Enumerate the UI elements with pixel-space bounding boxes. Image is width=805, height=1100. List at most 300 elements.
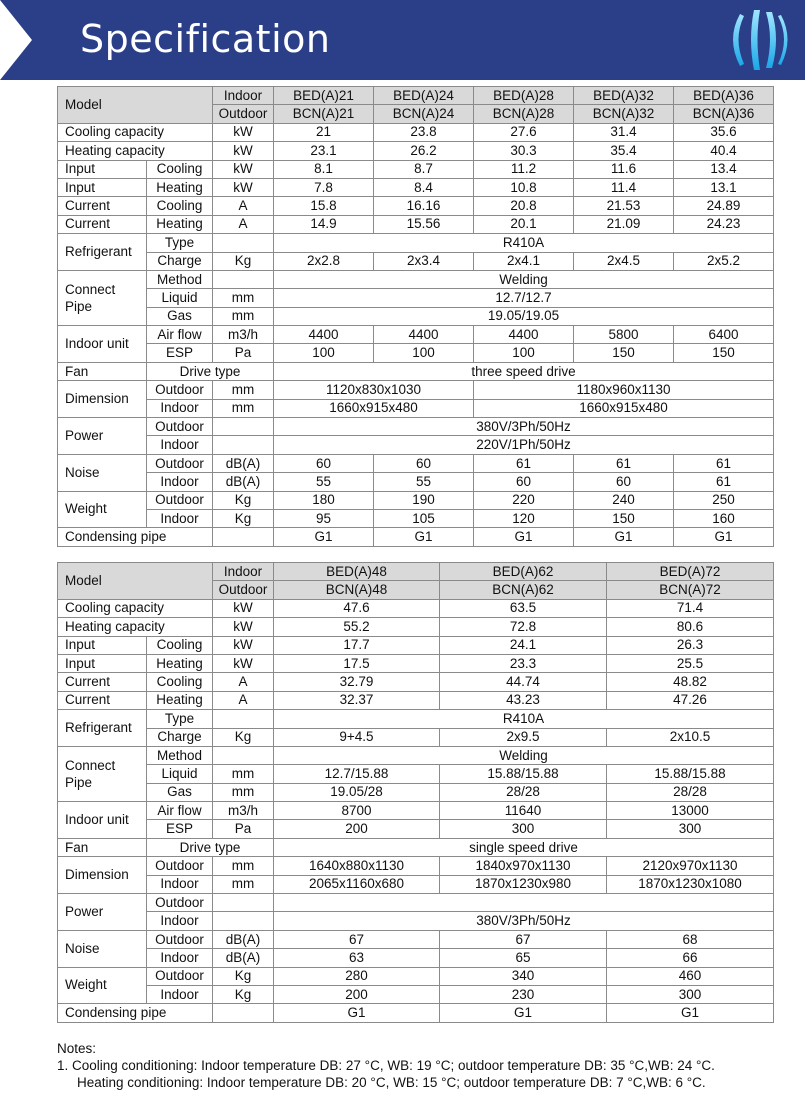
row-label: Weight	[58, 491, 147, 528]
row-label: Current	[58, 691, 147, 709]
unit-cell: Kg	[213, 509, 274, 527]
sub-label: Cooling	[147, 197, 213, 215]
sub-label: Indoor	[147, 875, 213, 893]
notes-line: Heating conditioning: Indoor temperature DB: 20 °C, WB: 15 °C; outdoor temperature DB: 7 °C,WB: 6 °C.	[77, 1075, 706, 1090]
table-row	[58, 728, 774, 746]
value-cell: G1	[274, 1004, 440, 1022]
value-cell: 380V/3Ph/50Hz	[274, 912, 774, 930]
value-cell: 12.7/15.88	[274, 765, 440, 783]
value-cell: 55	[374, 473, 474, 491]
value-cell: 63.5	[440, 599, 607, 617]
sub-label: Gas	[147, 783, 213, 801]
table-row	[58, 563, 774, 581]
row-label: Heating capacity	[58, 618, 213, 636]
unit-cell: Kg	[213, 252, 274, 270]
value-cell: 1120x830x1030	[274, 381, 474, 399]
value-cell: 26.3	[607, 636, 774, 654]
row-label: Input	[58, 654, 147, 672]
unit-cell	[213, 234, 274, 252]
outdoor-model: BCN(A)72	[607, 581, 774, 599]
value-cell: 105	[374, 509, 474, 527]
value-cell: 300	[607, 985, 774, 1003]
sub-label: Outdoor	[147, 491, 213, 509]
value-cell: 7.8	[274, 178, 374, 196]
unit-cell: mm	[213, 289, 274, 307]
value-cell: 26.2	[374, 142, 474, 160]
value-cell: G1	[274, 528, 374, 546]
value-cell: 2065x1160x680	[274, 875, 440, 893]
value-cell: 100	[274, 344, 374, 362]
unit-cell: dB(A)	[213, 930, 274, 948]
value-cell: 1660x915x480	[474, 399, 774, 417]
value-cell: 120	[474, 509, 574, 527]
value-cell: G1	[674, 528, 774, 546]
value-cell: 21	[274, 123, 374, 141]
value-cell: three speed drive	[274, 362, 774, 380]
header-notch	[0, 0, 32, 80]
value-cell: 460	[607, 967, 774, 985]
value-cell: 2x10.5	[607, 728, 774, 746]
row-label: Cooling capacity	[58, 123, 213, 141]
model-label: Model	[58, 87, 213, 124]
unit-cell: mm	[213, 765, 274, 783]
value-cell: 4400	[474, 326, 574, 344]
value-cell: 9+4.5	[274, 728, 440, 746]
row-label: Input	[58, 636, 147, 654]
sub-label: Heating	[147, 178, 213, 196]
value-cell: G1	[607, 1004, 774, 1022]
value-cell: 250	[674, 491, 774, 509]
value-cell: 61	[674, 473, 774, 491]
value-cell: 16.16	[374, 197, 474, 215]
table-row	[58, 802, 774, 820]
header-banner	[0, 0, 805, 80]
outdoor-label: Outdoor	[213, 581, 274, 599]
table-row	[58, 307, 774, 325]
value-cell: single speed drive	[274, 838, 774, 856]
row-label: Refrigerant	[58, 710, 147, 747]
unit-cell	[213, 912, 274, 930]
value-cell: 31.4	[574, 123, 674, 141]
value-cell: 15.88/15.88	[607, 765, 774, 783]
table-row	[58, 473, 774, 491]
table-row	[58, 289, 774, 307]
value-cell: 5800	[574, 326, 674, 344]
table-row	[58, 270, 774, 288]
value-cell: 11640	[440, 802, 607, 820]
row-label: Condensing pipe	[58, 1004, 213, 1022]
spec-table-1	[57, 86, 774, 547]
value-cell: Welding	[274, 746, 774, 764]
sub-label: Cooling	[147, 673, 213, 691]
sub-label: Heating	[147, 691, 213, 709]
unit-cell: mm	[213, 783, 274, 801]
table-row	[58, 857, 774, 875]
value-cell: 35.6	[674, 123, 774, 141]
unit-cell: mm	[213, 875, 274, 893]
value-cell: 47.6	[274, 599, 440, 617]
outdoor-label: Outdoor	[213, 105, 274, 123]
row-label: Connect Pipe	[58, 270, 147, 325]
value-cell: 43.23	[440, 691, 607, 709]
value-cell: 32.37	[274, 691, 440, 709]
row-label: Fan	[58, 838, 147, 856]
value-cell: 20.8	[474, 197, 574, 215]
value-cell: 80.6	[607, 618, 774, 636]
value-cell: 60	[274, 454, 374, 472]
value-cell: 190	[374, 491, 474, 509]
unit-cell: m3/h	[213, 802, 274, 820]
notes-section	[57, 1040, 797, 1091]
value-cell: 380V/3Ph/50Hz	[274, 418, 774, 436]
table-row	[58, 985, 774, 1003]
value-cell: 28/28	[440, 783, 607, 801]
row-label: Dimension	[58, 381, 147, 418]
unit-cell: A	[213, 197, 274, 215]
table-row	[58, 820, 774, 838]
table-row	[58, 252, 774, 270]
table-row	[58, 673, 774, 691]
value-cell: 11.6	[574, 160, 674, 178]
sub-label: Indoor	[147, 399, 213, 417]
outdoor-model: BCN(A)24	[374, 105, 474, 123]
unit-cell	[213, 418, 274, 436]
unit-cell: Kg	[213, 985, 274, 1003]
table-row	[58, 528, 774, 546]
value-cell: 2120x970x1130	[607, 857, 774, 875]
value-cell: 13.4	[674, 160, 774, 178]
table-row	[58, 418, 774, 436]
value-cell: G1	[440, 1004, 607, 1022]
value-cell: 230	[440, 985, 607, 1003]
value-cell: R410A	[274, 710, 774, 728]
table-row	[58, 710, 774, 728]
unit-cell	[213, 746, 274, 764]
unit-cell: dB(A)	[213, 949, 274, 967]
unit-cell: Kg	[213, 967, 274, 985]
value-cell: 27.6	[474, 123, 574, 141]
value-cell: 66	[607, 949, 774, 967]
indoor-model: BED(A)72	[607, 563, 774, 581]
value-cell: 67	[274, 930, 440, 948]
value-cell: 1870x1230x980	[440, 875, 607, 893]
unit-cell: kW	[213, 618, 274, 636]
value-cell: 340	[440, 967, 607, 985]
value-cell: 4400	[374, 326, 474, 344]
sub-label: Charge	[147, 728, 213, 746]
sub-label: Air flow	[147, 326, 213, 344]
table-row	[58, 875, 774, 893]
indoor-label: Indoor	[213, 87, 274, 105]
outdoor-model: BCN(A)32	[574, 105, 674, 123]
value-cell: Welding	[274, 270, 774, 288]
value-cell: 13000	[607, 802, 774, 820]
value-cell: 55.2	[274, 618, 440, 636]
value-cell: 1640x880x1130	[274, 857, 440, 875]
value-cell: 95	[274, 509, 374, 527]
sub-label: Indoor	[147, 436, 213, 454]
value-cell: 160	[674, 509, 774, 527]
value-cell: 11.4	[574, 178, 674, 196]
value-cell: 1870x1230x1080	[607, 875, 774, 893]
value-cell: 47.26	[607, 691, 774, 709]
row-label: Input	[58, 178, 147, 196]
value-cell: G1	[474, 528, 574, 546]
table-row	[58, 599, 774, 617]
indoor-model: BED(A)62	[440, 563, 607, 581]
unit-cell: Kg	[213, 491, 274, 509]
value-cell: 23.3	[440, 654, 607, 672]
table-row	[58, 491, 774, 509]
indoor-model: BED(A)24	[374, 87, 474, 105]
indoor-model: BED(A)36	[674, 87, 774, 105]
value-cell: 8.4	[374, 178, 474, 196]
value-cell: 220V/1Ph/50Hz	[274, 436, 774, 454]
value-cell: 23.1	[274, 142, 374, 160]
unit-cell: Kg	[213, 728, 274, 746]
outdoor-model: BCN(A)21	[274, 105, 374, 123]
sub-label: Heating	[147, 215, 213, 233]
table-row	[58, 326, 774, 344]
table-row	[58, 454, 774, 472]
table-row	[58, 618, 774, 636]
value-cell: 60	[574, 473, 674, 491]
value-cell: 30.3	[474, 142, 574, 160]
table-row	[58, 636, 774, 654]
sub-label: Gas	[147, 307, 213, 325]
table-row	[58, 399, 774, 417]
value-cell: R410A	[274, 234, 774, 252]
table-row	[58, 746, 774, 764]
sub-label: ESP	[147, 344, 213, 362]
value-cell: 21.09	[574, 215, 674, 233]
table-row	[58, 1004, 774, 1022]
table-row	[58, 160, 774, 178]
sub-label: Outdoor	[147, 381, 213, 399]
sub-label: Outdoor	[147, 894, 213, 912]
row-label: Refrigerant	[58, 234, 147, 271]
unit-cell	[213, 528, 274, 546]
sub-label: Indoor	[147, 509, 213, 527]
table-row	[58, 215, 774, 233]
unit-cell: dB(A)	[213, 473, 274, 491]
value-cell: 2x5.2	[674, 252, 774, 270]
unit-cell: kW	[213, 160, 274, 178]
value-cell: 24.1	[440, 636, 607, 654]
table-row	[58, 967, 774, 985]
unit-cell: kW	[213, 636, 274, 654]
value-cell: 55	[274, 473, 374, 491]
unit-cell: kW	[213, 123, 274, 141]
unit-cell: A	[213, 691, 274, 709]
notes-title: Notes:	[57, 1041, 97, 1056]
row-label: Weight	[58, 967, 147, 1004]
unit-cell: kW	[213, 654, 274, 672]
value-cell: 71.4	[607, 599, 774, 617]
value-cell: G1	[374, 528, 474, 546]
value-cell: 19.05/19.05	[274, 307, 774, 325]
value-cell: 10.8	[474, 178, 574, 196]
table-row	[58, 197, 774, 215]
row-label: Current	[58, 197, 147, 215]
row-label: Input	[58, 160, 147, 178]
value-cell: 65	[440, 949, 607, 967]
value-cell: 14.9	[274, 215, 374, 233]
row-label: Dimension	[58, 857, 147, 894]
sub-label: Indoor	[147, 912, 213, 930]
row-label: Indoor unit	[58, 802, 147, 839]
value-cell: 220	[474, 491, 574, 509]
sub-label: Method	[147, 746, 213, 764]
value-cell: 8700	[274, 802, 440, 820]
value-cell: 8.7	[374, 160, 474, 178]
sub-label: Type	[147, 710, 213, 728]
unit-cell	[213, 894, 274, 912]
value-cell: 13.1	[674, 178, 774, 196]
sub-label: Cooling	[147, 636, 213, 654]
sub-label: Type	[147, 234, 213, 252]
unit-cell: Pa	[213, 344, 274, 362]
value-cell: 72.8	[440, 618, 607, 636]
unit-cell	[213, 436, 274, 454]
value-cell: 15.8	[274, 197, 374, 215]
value-cell: 2x9.5	[440, 728, 607, 746]
value-cell: 24.89	[674, 197, 774, 215]
value-cell: 24.23	[674, 215, 774, 233]
sub-label: Charge	[147, 252, 213, 270]
value-cell: 21.53	[574, 197, 674, 215]
value-cell: 100	[374, 344, 474, 362]
unit-cell: dB(A)	[213, 454, 274, 472]
sub-label: Outdoor	[147, 930, 213, 948]
sub-label: Outdoor	[147, 454, 213, 472]
unit-cell	[213, 270, 274, 288]
row-label: Current	[58, 215, 147, 233]
value-cell: 200	[274, 820, 440, 838]
sub-label: Liquid	[147, 765, 213, 783]
row-label: Current	[58, 673, 147, 691]
table-row	[58, 362, 774, 380]
row-label: Cooling capacity	[58, 599, 213, 617]
table-row	[58, 654, 774, 672]
value-cell: 2x4.5	[574, 252, 674, 270]
value-cell: 19.05/28	[274, 783, 440, 801]
sub-label: Outdoor	[147, 857, 213, 875]
value-cell: 60	[474, 473, 574, 491]
sub-label: Heating	[147, 654, 213, 672]
value-cell: 67	[440, 930, 607, 948]
unit-cell: mm	[213, 307, 274, 325]
model-label: Model	[58, 563, 213, 600]
value-cell: 44.74	[440, 673, 607, 691]
row-label: Power	[58, 418, 147, 455]
value-cell: 68	[607, 930, 774, 948]
sub-label: Outdoor	[147, 967, 213, 985]
unit-cell: kW	[213, 142, 274, 160]
row-label: Power	[58, 894, 147, 931]
value-cell: 300	[607, 820, 774, 838]
value-cell	[274, 894, 774, 912]
value-cell: 17.5	[274, 654, 440, 672]
row-label: Noise	[58, 930, 147, 967]
table-row	[58, 838, 774, 856]
indoor-model: BED(A)21	[274, 87, 374, 105]
sub-label: Outdoor	[147, 418, 213, 436]
row-label: Heating capacity	[58, 142, 213, 160]
table-row	[58, 142, 774, 160]
value-cell: 2x4.1	[474, 252, 574, 270]
table-row	[58, 783, 774, 801]
outdoor-model: BCN(A)48	[274, 581, 440, 599]
value-cell: 280	[274, 967, 440, 985]
row-label: Indoor unit	[58, 326, 147, 363]
outdoor-model: BCN(A)28	[474, 105, 574, 123]
indoor-model: BED(A)48	[274, 563, 440, 581]
row-label: Connect Pipe	[58, 746, 147, 801]
table-row	[58, 509, 774, 527]
value-cell: 35.4	[574, 142, 674, 160]
table-row	[58, 930, 774, 948]
value-cell: 60	[374, 454, 474, 472]
page-title: Specification	[80, 17, 331, 61]
unit-cell: A	[213, 215, 274, 233]
value-cell: 1180x960x1130	[474, 381, 774, 399]
value-cell: 61	[474, 454, 574, 472]
indoor-model: BED(A)28	[474, 87, 574, 105]
value-cell: 1840x970x1130	[440, 857, 607, 875]
table-row	[58, 123, 774, 141]
value-cell: 61	[674, 454, 774, 472]
row-label: Noise	[58, 454, 147, 491]
value-cell: 23.8	[374, 123, 474, 141]
value-cell: 28/28	[607, 783, 774, 801]
sub-label: Indoor	[147, 949, 213, 967]
value-cell: 150	[574, 344, 674, 362]
sub-label: Drive type	[147, 362, 274, 380]
unit-cell: mm	[213, 381, 274, 399]
unit-cell: kW	[213, 599, 274, 617]
table-row	[58, 344, 774, 362]
table-row	[58, 87, 774, 105]
unit-cell: mm	[213, 399, 274, 417]
value-cell: 2x3.4	[374, 252, 474, 270]
unit-cell: A	[213, 673, 274, 691]
value-cell: G1	[574, 528, 674, 546]
unit-cell	[213, 710, 274, 728]
value-cell: 40.4	[674, 142, 774, 160]
table-row	[58, 949, 774, 967]
unit-cell: kW	[213, 178, 274, 196]
sub-label: Air flow	[147, 802, 213, 820]
value-cell: 20.1	[474, 215, 574, 233]
indoor-model: BED(A)32	[574, 87, 674, 105]
spec-table-2	[57, 562, 774, 1023]
sub-label: Indoor	[147, 473, 213, 491]
indoor-label: Indoor	[213, 563, 274, 581]
value-cell: 240	[574, 491, 674, 509]
notes-line: 1. Cooling conditioning: Indoor temperature DB: 27 °C, WB: 19 °C; outdoor temperature DB: 35 °C,WB: 24 °C.	[57, 1058, 715, 1073]
value-cell: 17.7	[274, 636, 440, 654]
table-row	[58, 912, 774, 930]
sub-label: Cooling	[147, 160, 213, 178]
value-cell: 180	[274, 491, 374, 509]
row-label: Fan	[58, 362, 147, 380]
unit-cell	[213, 1004, 274, 1022]
value-cell: 15.88/15.88	[440, 765, 607, 783]
brand-logo-icon	[724, 4, 792, 74]
value-cell: 300	[440, 820, 607, 838]
value-cell: 61	[574, 454, 674, 472]
